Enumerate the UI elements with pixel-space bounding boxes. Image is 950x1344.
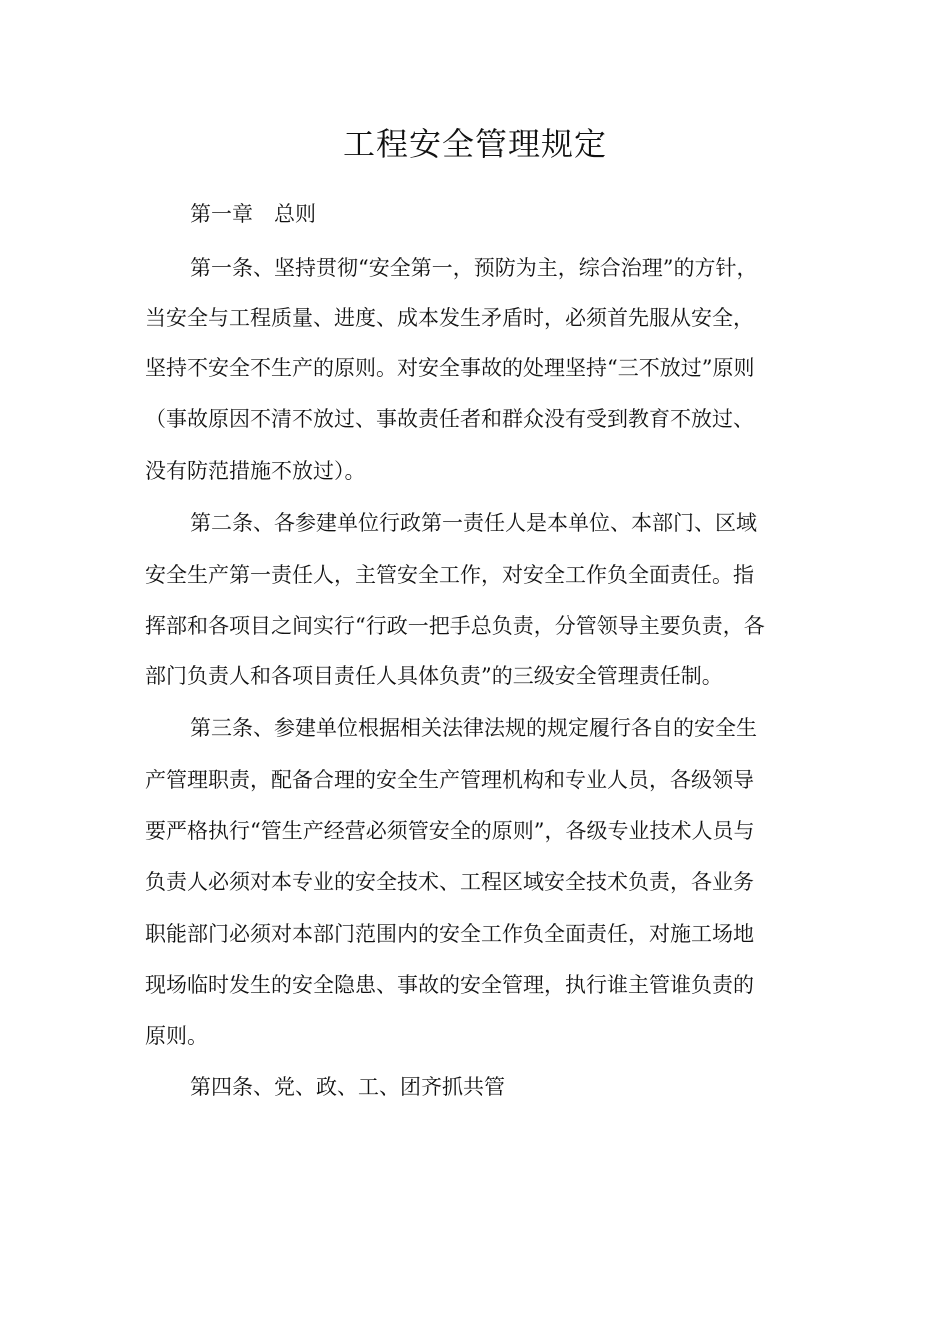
article-3-line-4: 负责人必须对本专业的安全技术、工程区域安全技术负责，各业务 xyxy=(145,870,754,894)
article-3-line-5: 职能部门必须对本部门范围内的安全工作负全面责任，对施工场地 xyxy=(145,922,754,946)
article-1-line-3: 坚持不安全不生产的原则。对安全事故的处理坚持“三不放过”原则 xyxy=(145,356,755,380)
article-3-line-7: 原则。 xyxy=(145,1024,208,1048)
article-1-line-4: （事故原因不清不放过、事故责任者和群众没有受到教育不放过、 xyxy=(145,407,754,431)
article-3-line-3: 要严格执行“管生产经营必须管安全的原则”，各级专业技术人员与 xyxy=(145,819,755,843)
article-2-line-2: 安全生产第一责任人，主管安全工作，对安全工作负全面责任。指 xyxy=(145,563,754,587)
article-3-line-1: 第三条、参建单位根据相关法律法规的规定履行各自的安全生 xyxy=(190,716,757,740)
article-3-line-2: 产管理职责，配备合理的安全生产管理机构和专业人员，各级领导 xyxy=(145,768,754,792)
article-1-line-2: 当安全与工程质量、进度、成本发生矛盾时，必须首先服从安全， xyxy=(145,306,754,330)
document-title: 工程安全管理规定 xyxy=(342,125,607,163)
article-3-line-6: 现场临时发生的安全隐患、事故的安全管理，执行谁主管谁负责的 xyxy=(145,973,754,997)
article-4-line-1: 第四条、党、政、工、团齐抓共管 xyxy=(190,1075,505,1099)
article-2-line-3: 挥部和各项目之间实行“行政一把手总负责，分管领导主要负责，各 xyxy=(145,614,765,638)
article-1-line-1: 第一条、坚持贯彻“安全第一，预防为主，综合治理”的方针， xyxy=(190,256,758,280)
chapter-heading: 第一章 总则 xyxy=(190,202,316,226)
article-2-line-4: 部门负责人和各项目责任人具体负责”的三级安全管理责任制。 xyxy=(145,664,723,688)
article-2-line-1: 第二条、各参建单位行政第一责任人是本单位、本部门、区域 xyxy=(190,511,757,535)
article-1-line-5: 没有防范措施不放过）。 xyxy=(145,459,366,483)
